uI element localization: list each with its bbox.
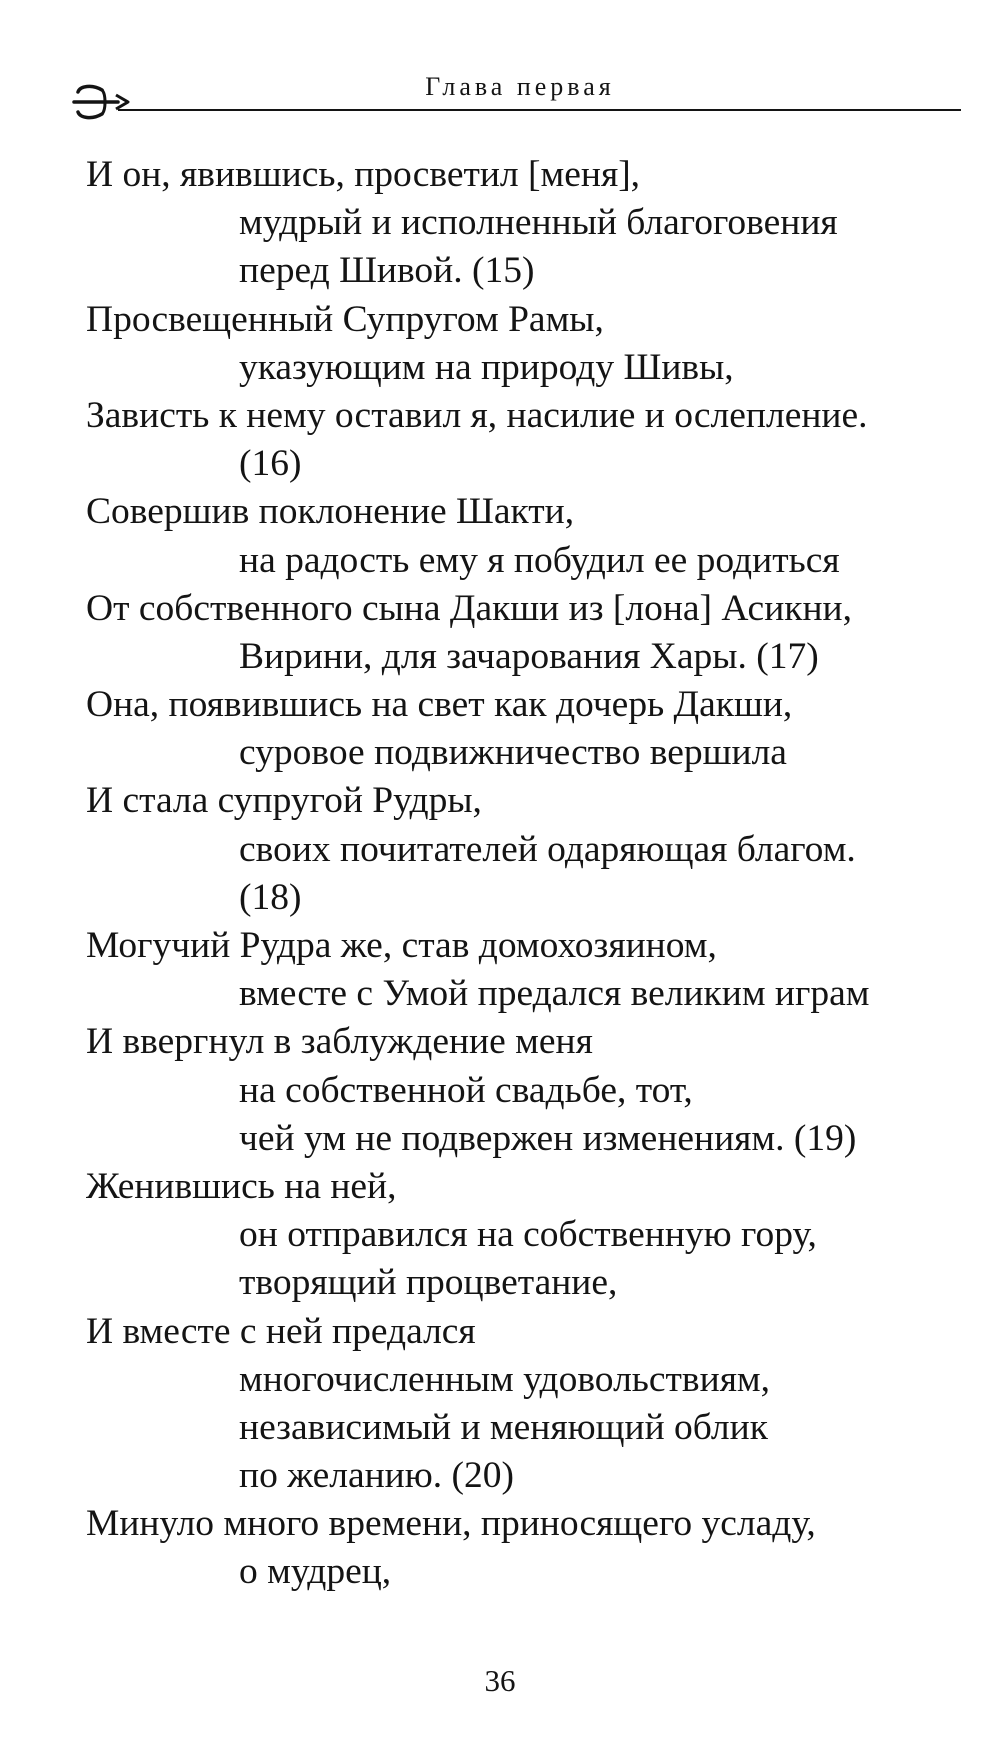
verse-text bbox=[86, 151, 966, 1597]
verse-line: он отправился на собственную гору, bbox=[239, 1214, 817, 1256]
verse-line: вместе с Умой предался великим играм bbox=[239, 973, 870, 1015]
verse-line: своих почитателей одаряющая благом. bbox=[239, 828, 856, 870]
verse-line: многочисленным удовольствиям, bbox=[239, 1358, 771, 1400]
verse-line: Минуло много времени, приносящего усладу, bbox=[86, 1503, 816, 1545]
verse-line: о мудрец, bbox=[239, 1551, 392, 1593]
verse-line: на собственной свадьбе, тот, bbox=[239, 1069, 693, 1111]
verse-line: на радость ему я побудил ее родиться bbox=[239, 539, 840, 581]
verse-line: Зависть к нему оставил я, насилие и ослепление. bbox=[86, 394, 868, 436]
verse-line: творящий процветание, bbox=[239, 1262, 618, 1304]
verse-line: мудрый и исполненный благоговения bbox=[239, 202, 838, 244]
verse-line: И ввергнул в заблуждение меня bbox=[86, 1021, 593, 1063]
verse-line: Могучий Рудра же, став домохозяином, bbox=[86, 925, 717, 966]
verse-line: Она, появившись на свет как дочерь Дакши, bbox=[86, 684, 793, 726]
verse-line: по желанию. (20) bbox=[239, 1455, 514, 1497]
verse-line: От собственного сына Дакши из [лона] Асикни, bbox=[86, 587, 853, 629]
verse-line: Вирини, для зачарования Хары. (17) bbox=[239, 635, 819, 677]
verse-line: И вместе с ней предался bbox=[86, 1310, 476, 1352]
verse-line: Просвещенный Супругом Рамы, bbox=[86, 298, 604, 340]
verse-line: указующим на природу Шивы, bbox=[239, 346, 734, 388]
verse-line: (16) bbox=[239, 443, 302, 485]
verse-line: И он, явившись, просветил [меня], bbox=[86, 154, 641, 195]
verse-line: перед Шивой. (15) bbox=[239, 250, 535, 292]
verse-line: суровое подвижничество вершила bbox=[239, 732, 787, 774]
verse-line: И стала супругой Рудры, bbox=[86, 780, 482, 822]
verse-line: (18) bbox=[239, 876, 302, 918]
page-number: 36 bbox=[484, 1663, 516, 1698]
chapter-title: Глава первая bbox=[425, 72, 615, 101]
running-header bbox=[0, 0, 1000, 120]
header-rule bbox=[118, 109, 961, 111]
verse-line: Женившись на ней, bbox=[86, 1165, 397, 1207]
verse-line: чей ум не подвержен изменениям. (19) bbox=[239, 1117, 857, 1159]
verse-line: Совершив поклонение Шакти, bbox=[86, 491, 575, 533]
verse-line: независимый и меняющий облик bbox=[239, 1406, 768, 1448]
